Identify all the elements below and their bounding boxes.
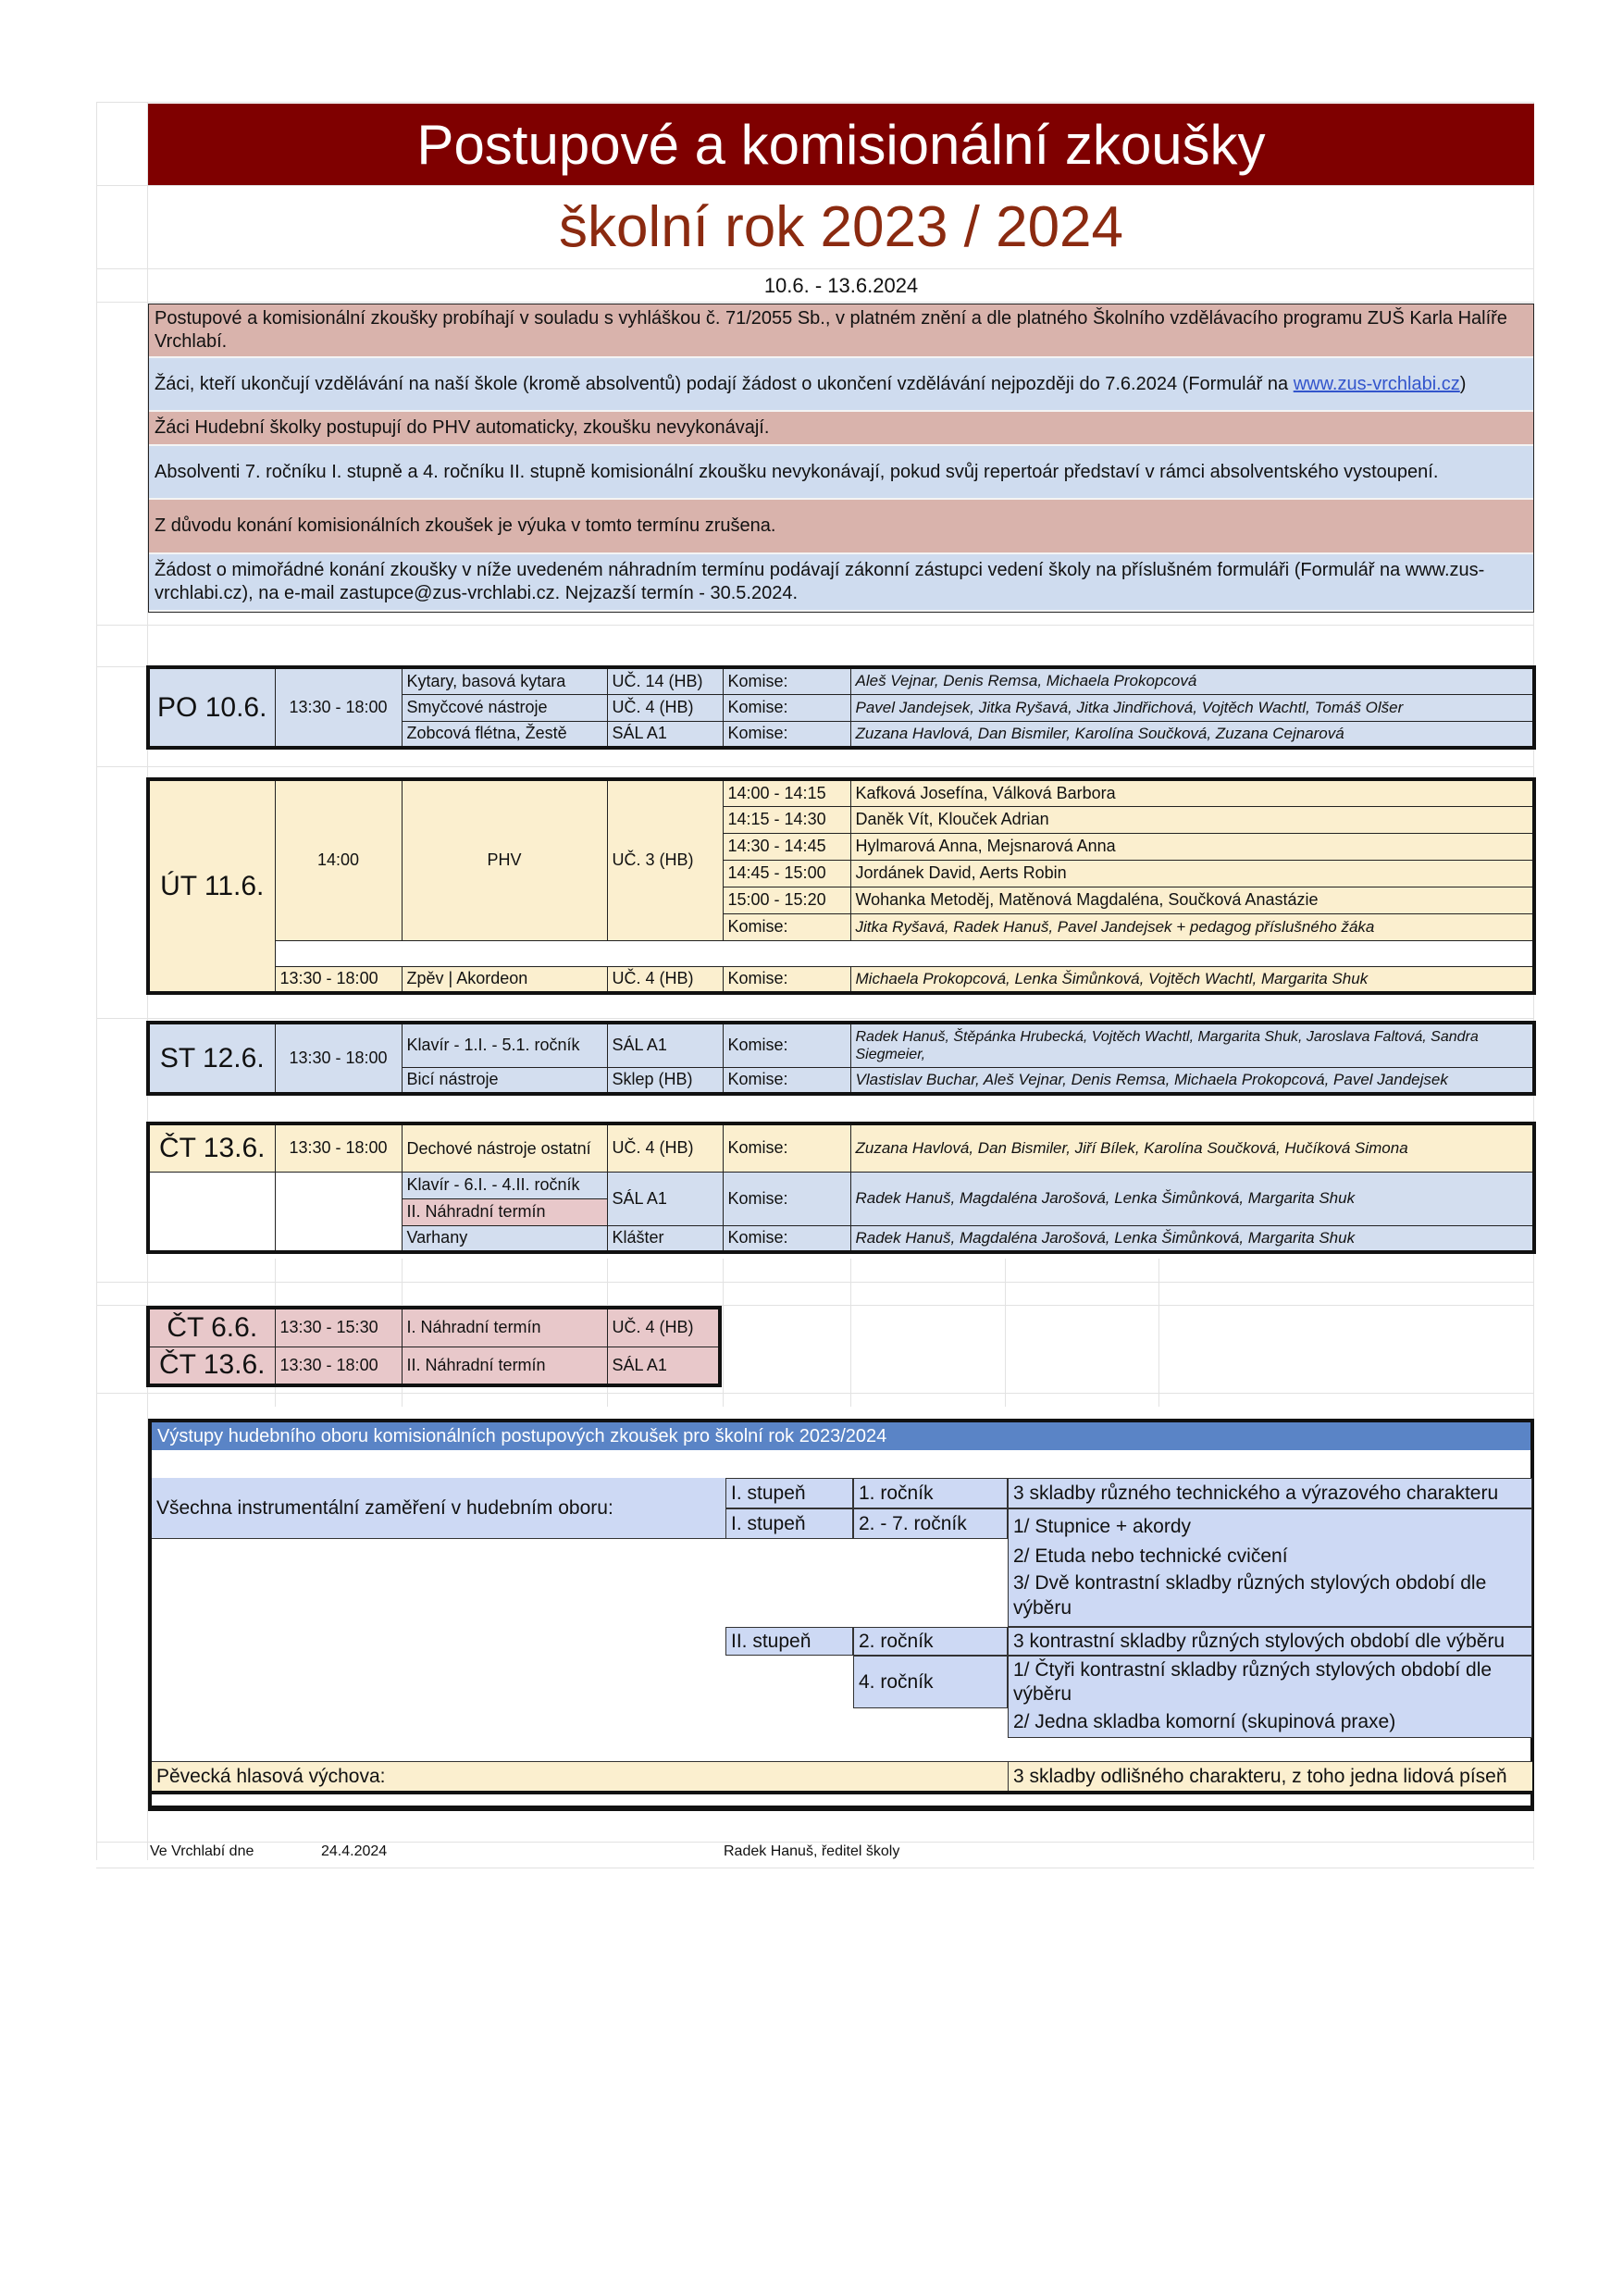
subject: Klavír - 6.I. - 4.II. ročník xyxy=(402,1172,607,1198)
requirement-list xyxy=(1008,1656,1532,1738)
subject: Klavír - 1.I. - 5.1. ročník xyxy=(402,1023,607,1067)
school-website-link[interactable]: www.zus-vrchlabi.cz xyxy=(1293,373,1460,394)
slot-time: 14:30 - 14:45 xyxy=(723,833,850,860)
instrumental-label: Všechna instrumentální zaměření v hudebním oboru: xyxy=(152,1478,725,1539)
level: II. stupeň xyxy=(725,1627,853,1656)
room: UČ. 4 (HB) xyxy=(607,1123,723,1172)
notes-block xyxy=(148,304,1534,613)
room: UČ. 14 (HB) xyxy=(607,667,723,694)
note-legal: Postupové a komisionální zkoušky probíhají v souladu s vyhláškou č. 71/2055 Sb., v platném znění a dle platného Školního vzdělávacího programu ZUŠ Karla Halíře Vrchlabí. xyxy=(149,304,1533,358)
grade: 1. ročník xyxy=(853,1478,1008,1508)
room: SÁL A1 xyxy=(607,1023,723,1067)
slot-time: 14:15 - 14:30 xyxy=(723,806,850,833)
vocal-requirement: 3 skladby odlišného charakteru, z toho jedna lidová píseň xyxy=(1008,1761,1532,1791)
schedule-tuesday xyxy=(146,777,1536,995)
committee-label: Komise: xyxy=(723,1225,850,1252)
slot-time: 14:45 - 15:00 xyxy=(723,860,850,887)
subject: Smyčcové nástroje xyxy=(402,694,607,721)
time-range: 13:30 - 18:00 xyxy=(275,1023,402,1094)
committee-members: Zuzana Havlová, Dan Bismiler, Karolína Součková, Zuzana Cejnarová xyxy=(850,721,1534,748)
requirement-item: 2/ Etuda nebo technické cvičení xyxy=(1013,1545,1288,1567)
footer-place: Ve Vrchlabí dne xyxy=(150,1843,254,1859)
replacement-terms-table xyxy=(146,1306,722,1387)
requirement-item: 1/ Čtyři kontrastní skladby různých stylových období dle výběru xyxy=(1013,1659,1493,1705)
phv-subject: PHV xyxy=(402,779,607,940)
slot-time: 15:00 - 15:20 xyxy=(723,887,850,913)
day-label: ÚT 11.6. xyxy=(148,779,275,993)
room: Sklep (HB) xyxy=(607,1067,723,1094)
note-termination: Žáci, kteří ukončují vzdělávání na naší škole (kromě absolventů) podají žádost o ukončení vzdělávání nejpozději do 7.6.2024 (Formulář na www.zus-vrchlabi.cz) xyxy=(149,358,1533,412)
room: UČ. 4 (HB) xyxy=(607,694,723,721)
schedule-monday xyxy=(146,665,1536,750)
room: UČ. 4 (HB) xyxy=(607,1308,720,1347)
slot-students: Hylmarová Anna, Mejsnarová Anna xyxy=(850,833,1534,860)
subject: Varhany xyxy=(402,1225,607,1252)
time-range: 13:30 - 15:30 xyxy=(275,1308,402,1347)
time-range: 13:30 - 18:00 xyxy=(275,667,402,748)
term-label: II. Náhradní termín xyxy=(402,1347,607,1385)
committee-label: Komise: xyxy=(723,1123,850,1172)
subject: Zobcová flétna, Žestě xyxy=(402,721,607,748)
day-label: ST 12.6. xyxy=(148,1023,275,1094)
day-label: PO 10.6. xyxy=(148,667,275,748)
subject: Zpěv | Akordeon xyxy=(402,966,607,993)
committee-label: Komise: xyxy=(723,1023,850,1067)
committee-members: Radek Hanuš, Štěpánka Hrubecká, Vojtěch Wachtl, Margarita Shuk, Jaroslava Faltová, Sandra Siegmeier, xyxy=(850,1023,1534,1067)
committee-label: Komise: xyxy=(723,667,850,694)
committee-members: Radek Hanuš, Magdaléna Jarošová, Lenka Šimůnková, Margarita Shuk xyxy=(850,1225,1534,1252)
room: SÁL A1 xyxy=(607,1172,723,1225)
note-preschool: Žáci Hudební školky postupují do PHV automaticky, zkoušku nevykonávají. xyxy=(149,412,1533,446)
slot-students: Daněk Vít, Klouček Adrian xyxy=(850,806,1534,833)
footer-date: 24.4.2024 xyxy=(321,1843,388,1859)
committee-members: Jitka Ryšavá, Radek Hanuš, Pavel Jandejsek + pedagog příslušného žáka xyxy=(850,913,1534,940)
term-label: I. Náhradní termín xyxy=(402,1308,607,1347)
slot-students: Kafková Josefína, Válková Barbora xyxy=(850,779,1534,806)
subject: Bicí nástroje xyxy=(402,1067,607,1094)
requirement-item: 3/ Dvě kontrastní skladby různých stylových období dle výběru xyxy=(1013,1572,1487,1619)
note-extraordinary-request: Žádost o mimořádné konání zkoušky v níže uvedeném náhradním termínu podávají zákonní zástupci vedení školy na příslušném formuláři (Formulář na www.zus-vrchlabi.cz), na e-mail zastupce@zus-vrchlabi.cz. Nejzazší termín - 30.5.2024. xyxy=(149,554,1533,612)
day-label: ČT 6.6. xyxy=(148,1308,275,1347)
subject: Dechové nástroje ostatní xyxy=(402,1123,607,1172)
phv-room: UČ. 3 (HB) xyxy=(607,779,723,940)
schedule-wednesday xyxy=(146,1021,1536,1096)
day-label: ČT 13.6. xyxy=(148,1123,275,1172)
empty-cell xyxy=(275,1172,402,1252)
slot-time: 14:00 - 14:15 xyxy=(723,779,850,806)
slot-students: Jordánek David, Aerts Robin xyxy=(850,860,1534,887)
exam-date-range: 10.6. - 13.6.2024 xyxy=(763,274,919,297)
room: SÁL A1 xyxy=(607,1347,720,1385)
committee-members: Pavel Jandejsek, Jitka Ryšavá, Jitka Jindřichová, Vojtěch Wachtl, Tomáš Olšer xyxy=(850,694,1534,721)
grade: 2. - 7. ročník xyxy=(853,1508,1008,1539)
room: UČ. 4 (HB) xyxy=(607,966,723,993)
divider xyxy=(152,1791,1530,1794)
committee-members: Aleš Vejnar, Denis Remsa, Michaela Prokopcová xyxy=(850,667,1534,694)
page-title: Postupové a komisionální zkoušky xyxy=(148,104,1534,185)
committee-members: Radek Hanuš, Magdaléna Jarošová, Lenka Šimůnková, Margarita Shuk xyxy=(850,1172,1534,1225)
footer-signature: Radek Hanuš, ředitel školy xyxy=(724,1843,900,1859)
time-range: 13:30 - 18:00 xyxy=(275,1123,402,1172)
level: I. stupeň xyxy=(725,1508,853,1539)
spacer-row xyxy=(275,940,1534,966)
committee-members: Zuzana Havlová, Dan Bismiler, Jiří Bílek, Karolína Součková, Hučíková Simona xyxy=(850,1123,1534,1172)
time-range: 13:30 - 18:00 xyxy=(275,966,402,993)
empty-cell xyxy=(148,1172,275,1252)
room: Klášter xyxy=(607,1225,723,1252)
vocal-label: Pěvecká hlasová výchova: xyxy=(152,1761,1008,1791)
committee-members: Michaela Prokopcová, Lenka Šimůnková, Vojtěch Wachtl, Margarita Shuk xyxy=(850,966,1534,993)
committee-label: Komise: xyxy=(723,966,850,993)
outputs-section xyxy=(148,1419,1534,1809)
level: I. stupeň xyxy=(725,1478,853,1508)
committee-members: Vlastislav Buchar, Aleš Vejnar, Denis Remsa, Michaela Prokopcová, Pavel Jandejsek xyxy=(850,1067,1534,1094)
committee-label: Komise: xyxy=(723,1067,850,1094)
committee-label: Komise: xyxy=(723,694,850,721)
day-label: ČT 13.6. xyxy=(148,1347,275,1385)
slot-students: Wohanka Metoděj, Matěnová Magdaléna, Součková Anastázie xyxy=(850,887,1534,913)
school-year-subtitle: školní rok 2023 / 2024 xyxy=(558,194,1124,259)
requirement: 3 kontrastní skladby různých stylových období dle výběru xyxy=(1008,1627,1532,1656)
committee-label: Komise: xyxy=(723,913,850,940)
committee-label: Komise: xyxy=(723,721,850,748)
note-classes-cancelled: Z důvodu konání komisionálních zkoušek je výuka v tomto termínu zrušena. xyxy=(149,500,1533,554)
outputs-heading: Výstupy hudebního oboru komisionálních postupových zkoušek pro školní rok 2023/2024 xyxy=(152,1422,1530,1450)
room: SÁL A1 xyxy=(607,721,723,748)
grade: 2. ročník xyxy=(853,1627,1008,1656)
phv-time: 14:00 xyxy=(275,779,402,940)
replacement-term-label: II. Náhradní termín xyxy=(402,1198,607,1225)
requirement: 3 skladby různého technického a výrazového charakteru xyxy=(1008,1478,1532,1508)
requirement-item: 1/ Stupnice + akordy xyxy=(1013,1515,1192,1537)
schedule-thursday xyxy=(146,1122,1536,1254)
time-range: 13:30 - 18:00 xyxy=(275,1347,402,1385)
note-graduates: Absolventi 7. ročníku I. stupně a 4. ročníku II. stupně komisionální zkoušku nevykonávají, pokud svůj repertoár představí v rámci absolventského vystoupení. xyxy=(149,446,1533,500)
subject: Kytary, basová kytara xyxy=(402,667,607,694)
grade: 4. ročník xyxy=(853,1656,1008,1708)
requirement-list xyxy=(1008,1508,1532,1627)
divider xyxy=(148,1809,1534,1811)
committee-label: Komise: xyxy=(723,1172,850,1225)
requirement-item: 2/ Jedna skladba komorní (skupinová praxe) xyxy=(1013,1711,1396,1732)
